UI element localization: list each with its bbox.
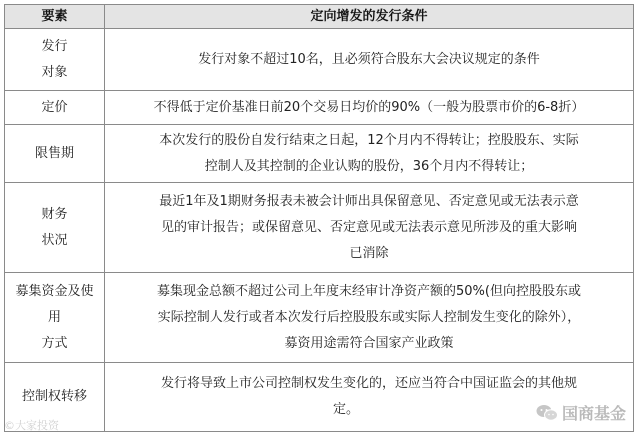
row-key-line: 定价 — [41, 99, 68, 115]
row-value — [105, 29, 634, 91]
row-key-line: 状况 — [41, 232, 68, 248]
row-value-line: 发行对象不超过10名，且必须符合股东大会决议规定的条件 — [198, 51, 540, 67]
row-value-line: 最近1年及1期财务报表未被会计师出具保留意见、否定意见或无法表示意 — [159, 193, 579, 209]
header-conditions: 定向增发的发行条件 — [105, 5, 634, 29]
table-row — [5, 91, 634, 125]
conditions-table — [4, 4, 634, 432]
table-row — [5, 29, 634, 91]
watermark-right — [536, 401, 626, 424]
header-element: 要素 — [5, 5, 105, 29]
row-key-line: 发行 — [41, 38, 68, 54]
row-key-line: 对象 — [41, 64, 68, 80]
row-value-line: 本次发行的股份自发行结束之日起，12个月内不得转让；控股股东、实际 — [159, 132, 579, 148]
table-header-row — [5, 5, 634, 29]
row-key — [5, 29, 105, 91]
row-value — [105, 91, 634, 125]
row-key-line: 财务 — [41, 206, 68, 222]
row-key — [5, 91, 105, 125]
watermark-left: ©大家投资 — [4, 419, 59, 432]
row-value-line: 见的审计报告；或保留意见、否定意见或无法表示意见所涉及的重大影响 — [160, 219, 577, 235]
row-value-line: 募集现金总额不超过公司上年度末经审计净资产额的50%(但向控股股东或 — [157, 283, 581, 299]
table-row — [5, 183, 634, 273]
row-value-line: 不得低于定价基准日前20个交易日均价的90%（一般为股票市价的6-8折） — [153, 99, 585, 115]
watermark-right-label: 国商基金 — [561, 404, 626, 423]
row-key-line: 限售期 — [34, 145, 74, 161]
row-key-line: 控制权转移 — [21, 389, 87, 404]
row-key — [5, 125, 105, 183]
row-value — [105, 183, 634, 273]
row-value-line: 已消除 — [349, 245, 389, 261]
row-value-line: 控制人及其控制的企业认购的股份，36个月内不得转让； — [204, 158, 534, 174]
row-value — [105, 125, 634, 183]
row-key-line: 方式 — [41, 335, 68, 351]
row-value-line: 定。 — [333, 402, 360, 417]
row-key — [5, 183, 105, 273]
row-key — [5, 273, 105, 363]
row-value-line: 发行将导致上市公司控制权发生变化的，还应当符合中国证监会的其他规 — [160, 376, 577, 391]
row-value-line: 实际控制人发行或者本次发行后控股股东或实际人控制发生变化的除外）， — [157, 309, 581, 325]
table-row — [5, 125, 634, 183]
row-value — [105, 273, 634, 363]
row-key-line: 募集资金及使用 — [15, 283, 94, 325]
table-row — [5, 273, 634, 363]
wechat-icon — [536, 404, 558, 422]
row-value-line: 募资用途需符合国家产业政策 — [284, 335, 454, 351]
